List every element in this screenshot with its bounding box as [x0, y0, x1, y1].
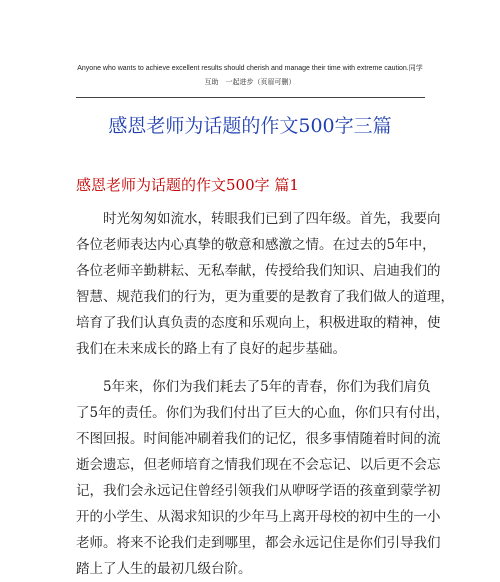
paragraph-line: 我们在未来成长的路上有了良好的起步基础。	[76, 341, 346, 357]
paragraph-line: 逝会遗忘，但老师培育之情我们现在不会忘记、以后更不会忘	[76, 457, 441, 473]
paragraph-line: 各位老师辛勤耕耘、无私奉献，传授给我们知识、启迪我们的	[76, 263, 441, 279]
paragraph-line: 智慧、规范我们的行为，更为重要的是教育了我们做人的道理，	[76, 289, 454, 305]
header-quote: Anyone who wants to achieve excellent results should cherish and manage their time with extreme caution.同学	[77, 65, 423, 72]
header-divider	[76, 97, 425, 98]
paragraph-line: 不图回报。时间能冲刷着我们的记忆，很多事情随着时间的流	[76, 431, 441, 447]
paragraph-line: 各位老师表达内心真挚的敬意和感激之情。在过去的5年中，	[76, 237, 436, 253]
paragraph-2	[76, 374, 450, 582]
paragraph-line: 了5年的责任。你们为我们付出了巨大的心血，你们只有付出，	[76, 405, 450, 421]
paragraph-line: 5年来，你们为我们耗去了5年的青春，你们为我们肩负	[103, 379, 431, 395]
paragraph-line: 开的小学生、从渴求知识的少年马上离开母校的初中生的一小	[76, 509, 441, 525]
paragraph-line: 踏上了人生的最初几级台阶。	[76, 561, 252, 577]
page-header	[70, 63, 430, 88]
paragraph-1	[76, 206, 454, 362]
paragraph-line: 培育了我们认真负责的态度和乐观向上，积极进取的精神，使	[76, 315, 441, 331]
document-title: 感恩老师为话题的作文500字三篇	[108, 115, 392, 137]
paragraph-line: 老师。将来不论我们走到哪里，都会永远记住是你们引导我们	[76, 535, 441, 551]
header-note: 互助 一起进步（页眉可删）	[204, 78, 296, 86]
paragraph-line: 记，我们会永远记住曾经引领我们从咿呀学语的孩童到蒙学初	[76, 483, 441, 499]
paragraph-line: 时光匆匆如流水，转眼我们已到了四年级。首先，我要向	[103, 211, 441, 227]
section-title: 感恩老师为话题的作文500字 篇1	[76, 176, 299, 194]
